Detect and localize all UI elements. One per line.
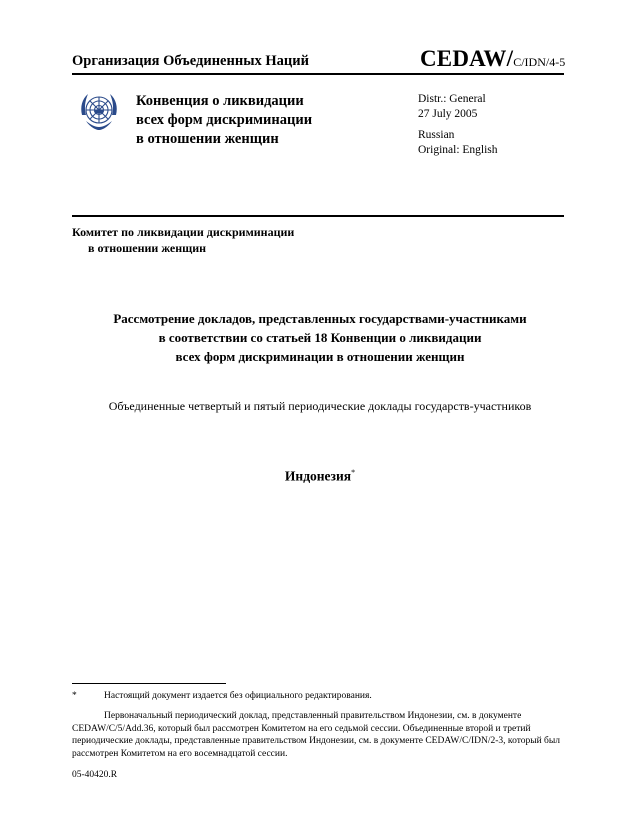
document-number: 05-40420.R <box>72 770 118 780</box>
convention-line: всех форм дискриминации <box>136 112 313 128</box>
title-line: всех форм дискриминации в отношении женщин <box>175 349 465 364</box>
country-footnote-mark: * <box>351 468 356 477</box>
convention-line: в отношении женщин <box>136 131 279 147</box>
distribution-block <box>418 92 498 158</box>
footnote-mark: * <box>72 691 77 701</box>
committee-line: в отношении женщин <box>88 241 207 255</box>
convention-title <box>136 92 396 149</box>
title-line: в соответствии со статьей 18 Конвенции о ликвидации <box>158 330 482 345</box>
document-language: Russian <box>418 129 455 141</box>
country-name: Индонезия <box>284 468 352 484</box>
committee-line: Комитет по ликвидации дискриминации <box>72 225 295 239</box>
document-symbol-main: CEDAW/ <box>420 46 514 71</box>
section-rule <box>72 215 564 217</box>
un-emblem-icon <box>76 89 122 135</box>
original-language: Original: English <box>418 144 498 156</box>
country-heading <box>72 468 568 485</box>
committee-name <box>72 224 294 256</box>
convention-line: Конвенция о ликвидации <box>136 93 304 109</box>
document-symbol-sub: C/IDN/4-5 <box>513 55 566 69</box>
document-date: 27 July 2005 <box>418 108 478 120</box>
distribution-status: Distr.: General <box>418 93 486 105</box>
footnote-1-text: Настоящий документ издается без официального редактирования. <box>104 691 372 701</box>
document-title <box>72 309 568 366</box>
footnote-2-text: Первоначальный периодический доклад, представленный правительством Индонезии, см. в документе CEDAW/C/5/Add.36, который был рассмотрен Комитетом на его седьмой сессии. Объединенные второй и третий периодические доклады, представленные правительством Индонезии, см. в документе CEDAW/C/IDN/2-3, который был рассмотрен Комитетом на его восемнадцатой сессии. <box>72 711 561 759</box>
organization-name: Организация Объединенных Наций <box>72 53 309 69</box>
header-rule <box>72 73 564 75</box>
document-symbol <box>420 46 565 72</box>
footnote-rule <box>72 683 226 684</box>
document-subtitle: Объединенные четвертый и пятый периодические доклады государств-участников <box>108 399 532 413</box>
title-line: Рассмотрение докладов, представленных государствами-участниками <box>113 311 527 326</box>
footnote-1 <box>72 690 568 702</box>
